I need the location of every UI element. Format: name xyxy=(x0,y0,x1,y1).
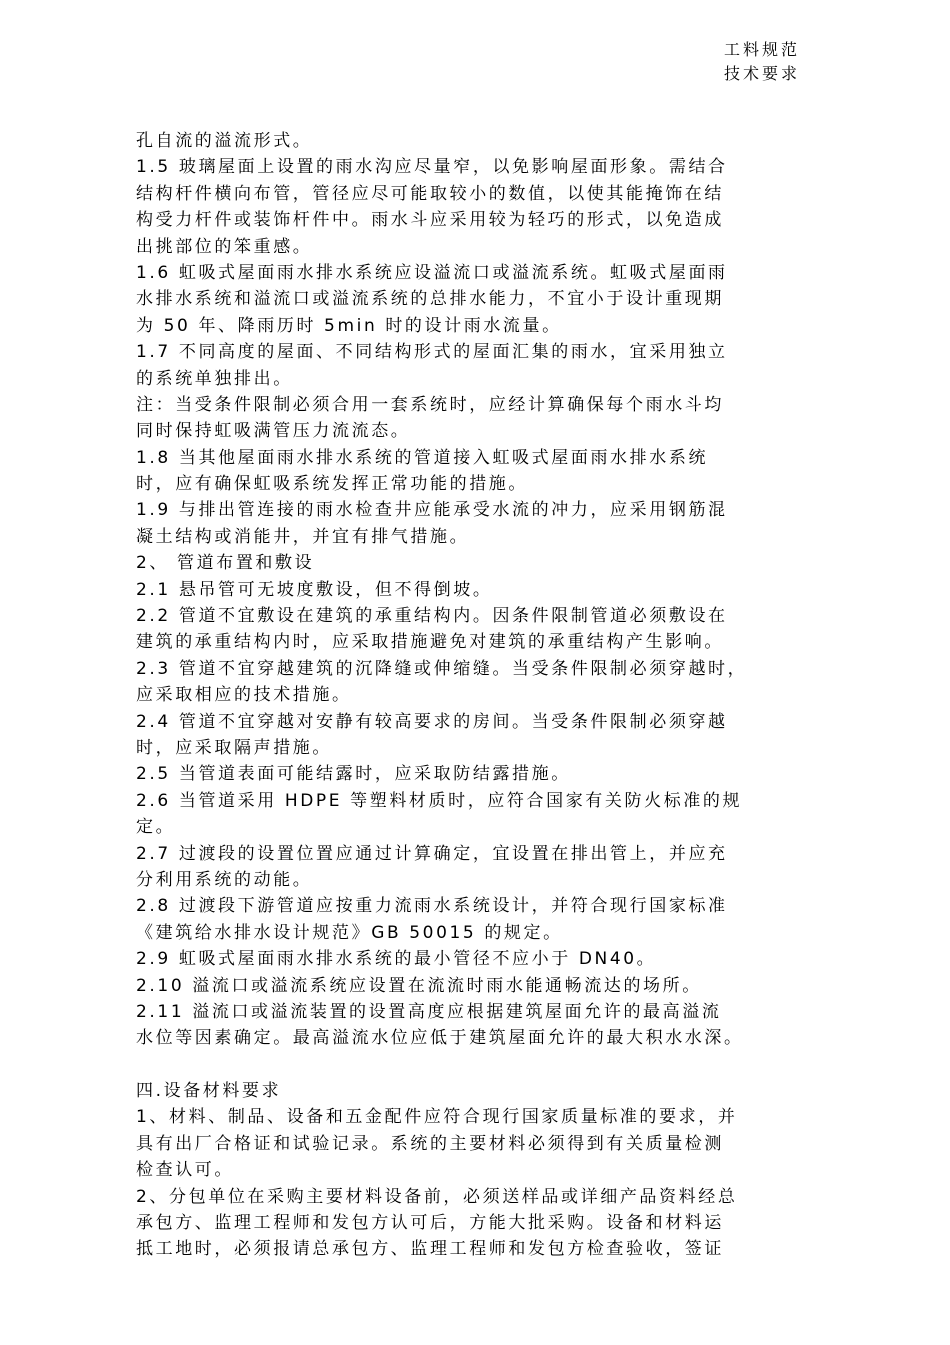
text-line: 应采取相应的技术措施。 xyxy=(136,685,352,706)
text-line: 2.11 溢流口或溢流装置的设置高度应根据建筑屋面允许的最高溢流 xyxy=(136,1001,722,1022)
text-line: 同时保持虹吸满管压力流流态。 xyxy=(136,421,411,442)
header-line-1: 工料规范 xyxy=(724,40,801,59)
text-line: 结构杆件横向布管，管径应尽可能取较小的数值，以使其能掩饰在结 xyxy=(136,183,724,204)
text-line: 出挑部位的笨重感。 xyxy=(136,236,313,257)
text-line: 检查认可。 xyxy=(136,1160,234,1181)
text-line: 承包方、监理工程师和发包方认可后，方能大批采购。设备和材料运 xyxy=(136,1213,724,1234)
text-line: 1.6 虹吸式屋面雨水排水系统应设溢流口或溢流系统。虹吸式屋面雨 xyxy=(136,262,728,283)
text-line: 2.2 管道不宜敷设在建筑的承重结构内。因条件限制管道必须敷设在 xyxy=(136,606,728,627)
text-line: 2.9 虹吸式屋面雨水排水系统的最小管径不应小于 DN40。 xyxy=(136,949,657,970)
text-line: 2.1 悬吊管可无坡度敷设，但不得倒坡。 xyxy=(136,579,493,600)
text-line: 1.5 玻璃屋面上设置的雨水沟应尽量窄，以免影响屋面形象。需结合 xyxy=(136,157,728,178)
text-line: 时，应采取隔声措施。 xyxy=(136,737,332,758)
blank-line xyxy=(136,1052,866,1078)
text-line: 建筑的承重结构内时，应采取措施避免对建筑的承重结构产生影响。 xyxy=(136,632,724,653)
text-line: 2、 管道布置和敷设 xyxy=(136,553,315,574)
text-line: 四.设备材料要求 xyxy=(136,1081,282,1102)
page-header xyxy=(724,38,800,86)
text-line: 《建筑给水排水设计规范》GB 50015 的规定。 xyxy=(136,922,563,943)
text-line: 定。 xyxy=(136,817,176,838)
text-line: 2.4 管道不宜穿越对安静有较高要求的房间。当受条件限制必须穿越 xyxy=(136,711,728,732)
text-line: 2.6 当管道采用 HDPE 等塑料材质时，应符合国家有关防火标准的规 xyxy=(136,790,743,811)
text-line: 1、材料、制品、设备和五金配件应符合现行国家质量标准的要求，并 xyxy=(136,1107,738,1128)
text-line: 1.8 当其他屋面雨水排水系统的管道接入虹吸式屋面雨水排水系统 xyxy=(136,447,709,468)
text-line: 2、分包单位在采购主要材料设备前，必须送样品或详细产品资料经总 xyxy=(136,1186,738,1207)
text-line: 2.10 溢流口或溢流系统应设置在流流时雨水能通畅流达的场所。 xyxy=(136,975,702,996)
text-line: 孔自流的溢流形式。 xyxy=(136,131,313,151)
text-line: 具有出厂合格证和试验记录。系统的主要材料必须得到有关质量检测 xyxy=(136,1133,724,1154)
document-body xyxy=(136,128,866,1263)
text-line: 的系统单独排出。 xyxy=(136,368,293,389)
text-line: 2.5 当管道表面可能结露时，应采取防结露措施。 xyxy=(136,764,571,785)
text-line: 抵工地时，必须报请总承包方、监理工程师和发包方检查验收，签证 xyxy=(136,1239,724,1260)
text-line: 凝土结构或消能井，并宜有排气措施。 xyxy=(136,526,470,547)
text-line: 2.3 管道不宜穿越建筑的沉降缝或伸缩缝。当受条件限制必须穿越时， xyxy=(136,658,748,679)
text-line: 1.9 与排出管连接的雨水检查井应能承受水流的冲力，应采用钢筋混 xyxy=(136,500,728,521)
text-line: 水位等因素确定。最高溢流水位应低于建筑屋面允许的最大积水水深。 xyxy=(136,1028,744,1049)
text-line: 构受力杆件或装饰杆件中。雨水斗应采用较为轻巧的形式，以免造成 xyxy=(136,210,724,231)
text-line: 1.7 不同高度的屋面、不同结构形式的屋面汇集的雨水，宜采用独立 xyxy=(136,342,728,363)
text-line: 分利用系统的动能。 xyxy=(136,869,313,890)
header-line-2: 技术要求 xyxy=(724,64,801,83)
text-line: 注：当受条件限制必须合用一套系统时，应经计算确保每个雨水斗均 xyxy=(136,394,724,415)
text-line: 2.7 过渡段的设置位置应通过计算确定，宜设置在排出管上，并应充 xyxy=(136,843,728,864)
text-line: 时，应有确保虹吸系统发挥正常功能的措施。 xyxy=(136,474,528,495)
text-line: 2.8 过渡段下游管道应按重力流雨水系统设计，并符合现行国家标准 xyxy=(136,896,728,917)
text-line: 水排水系统和溢流口或溢流系统的总排水能力，不宜小于设计重现期 xyxy=(136,289,724,310)
text-line: 为 50 年、降雨历时 5min 时的设计雨水流量。 xyxy=(136,315,562,336)
